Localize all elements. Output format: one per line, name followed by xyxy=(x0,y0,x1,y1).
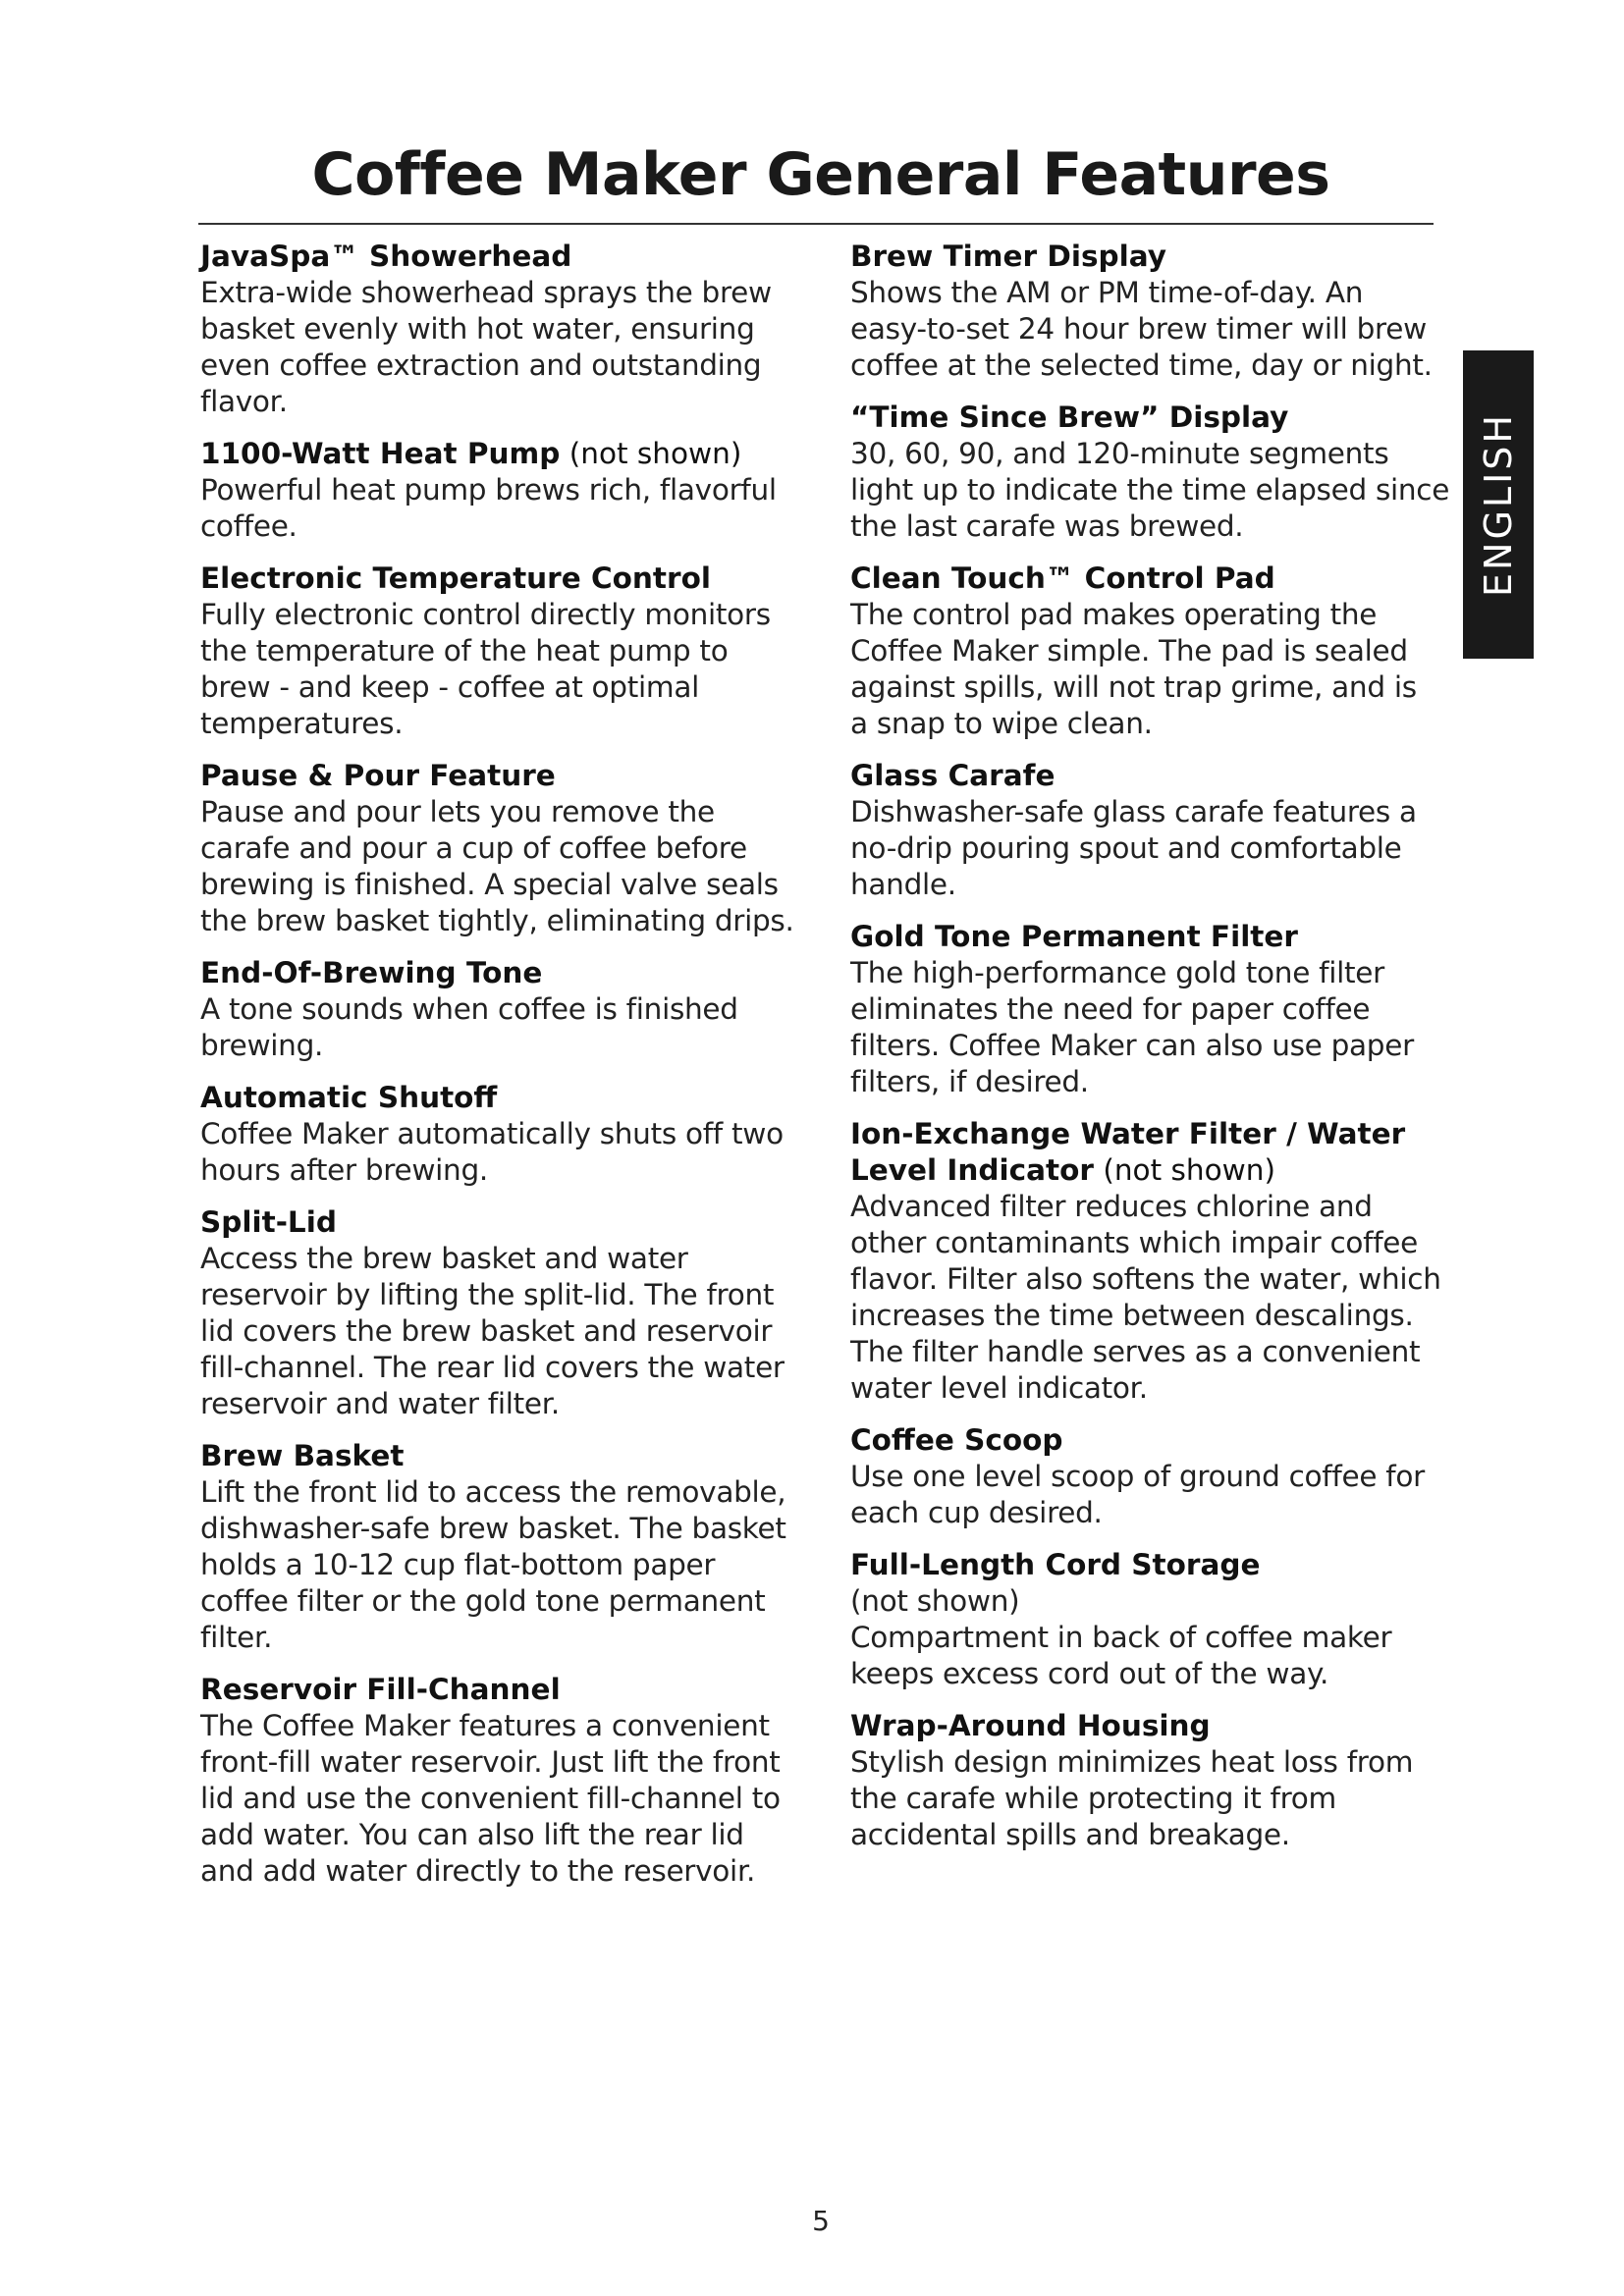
feature-section xyxy=(200,758,794,939)
feature-description-line: light up to indicate the time elapsed since xyxy=(850,473,1450,507)
feature-heading-text: Full-Length Cord Storage xyxy=(850,1548,1261,1581)
feature-description xyxy=(200,1116,789,1189)
feature-description-line: Extra-wide showerhead sprays the brew xyxy=(200,276,772,309)
feature-description-line: brewing. xyxy=(200,1029,324,1062)
feature-description-line: A tone sounds when coffee is finished xyxy=(200,992,738,1026)
feature-description-line: keeps excess cord out of the way. xyxy=(850,1657,1329,1690)
feature-description-line: lid and use the convenient fill-channel to xyxy=(200,1782,781,1815)
feature-description-line: easy-to-set 24 hour brew timer will brew xyxy=(850,312,1427,346)
feature-section xyxy=(200,561,789,742)
feature-description-line: the brew basket tightly, eliminating drips. xyxy=(200,904,794,937)
feature-description-line: against spills, will not trap grime, and is xyxy=(850,670,1417,704)
feature-description-line: a snap to wipe clean. xyxy=(850,707,1153,740)
feature-heading-text: Automatic Shutoff xyxy=(200,1081,498,1114)
feature-description-line: no-drip pouring spout and comfortable xyxy=(850,831,1402,865)
feature-note: (not shown) xyxy=(1093,1153,1275,1187)
feature-description-line: filters, if desired. xyxy=(850,1065,1089,1098)
feature-description-line: add water. You can also lift the rear lid xyxy=(200,1818,744,1851)
feature-description xyxy=(850,794,1439,903)
feature-heading-text: 1100-Watt Heat Pump xyxy=(200,437,561,470)
feature-section xyxy=(200,239,789,420)
feature-description-line: Advanced filter reduces chlorine and xyxy=(850,1190,1373,1223)
feature-section xyxy=(200,1438,789,1656)
feature-description-line: Dishwasher-safe glass carafe features a xyxy=(850,795,1417,828)
feature-heading-text: Reservoir Fill-Channel xyxy=(200,1673,561,1706)
feature-section xyxy=(850,919,1439,1100)
feature-description-line: the carafe while protecting it from xyxy=(850,1782,1336,1815)
page-title: Coffee Maker General Features xyxy=(311,140,1330,209)
feature-heading xyxy=(850,1547,1439,1583)
feature-description-line: even coffee extraction and outstanding xyxy=(200,348,762,382)
feature-description-line: Coffee Maker automatically shuts off two xyxy=(200,1117,784,1150)
feature-description xyxy=(850,1459,1439,1531)
feature-heading xyxy=(200,1204,789,1241)
feature-description-line: other contaminants which impair coffee xyxy=(850,1226,1418,1259)
feature-description-line: each cup desired. xyxy=(850,1496,1103,1529)
feature-description-line: front-fill water reservoir. Just lift the front xyxy=(200,1745,781,1779)
feature-description-line: Stylish design minimizes heat loss from xyxy=(850,1745,1414,1779)
feature-heading xyxy=(200,955,789,991)
feature-heading-text: Electronic Temperature Control xyxy=(200,561,711,595)
feature-description-line: the temperature of the heat pump to xyxy=(200,634,729,667)
feature-heading xyxy=(850,919,1439,955)
feature-description-line: holds a 10-12 cup flat-bottom paper xyxy=(200,1548,716,1581)
feature-section xyxy=(200,955,789,1064)
feature-heading xyxy=(850,561,1439,597)
feature-heading-text: Brew Basket xyxy=(200,1439,405,1472)
feature-description-line: water level indicator. xyxy=(850,1371,1148,1405)
feature-section xyxy=(850,1708,1439,1853)
left-column xyxy=(200,239,794,1905)
feature-description-line: flavor. xyxy=(200,385,288,418)
feature-section xyxy=(850,1116,1439,1407)
feature-description xyxy=(850,1189,1439,1407)
feature-description-line: coffee. xyxy=(200,509,298,543)
feature-description-line: filters. Coffee Maker can also use paper xyxy=(850,1029,1414,1062)
feature-heading-text: JavaSpa™ Showerhead xyxy=(200,240,572,273)
feature-description-line: fill-channel. The rear lid covers the water xyxy=(200,1351,785,1384)
feature-description-line: carafe and pour a cup of coffee before xyxy=(200,831,747,865)
feature-heading xyxy=(850,1422,1439,1459)
feature-description xyxy=(200,794,794,939)
feature-heading xyxy=(850,1708,1439,1744)
feature-description-line: eliminates the need for paper coffee xyxy=(850,992,1371,1026)
feature-section xyxy=(850,1422,1439,1531)
feature-description-line: 30, 60, 90, and 120-minute segments xyxy=(850,437,1389,470)
feature-description-line: Compartment in back of coffee maker xyxy=(850,1621,1392,1654)
feature-description xyxy=(200,597,789,742)
feature-heading-text: Glass Carafe xyxy=(850,759,1056,792)
feature-section xyxy=(200,1672,789,1890)
feature-description-line: coffee filter or the gold tone permanent xyxy=(200,1584,766,1618)
feature-description-line: reservoir and water filter. xyxy=(200,1387,560,1420)
feature-description-line: Pause and pour lets you remove the xyxy=(200,795,715,828)
feature-heading-text: Wrap-Around Housing xyxy=(850,1709,1211,1742)
feature-heading xyxy=(850,400,1439,436)
feature-description-line: lid covers the brew basket and reservoir xyxy=(200,1314,773,1348)
feature-heading xyxy=(200,239,789,275)
feature-description-line: reservoir by lifting the split-lid. The front xyxy=(200,1278,775,1311)
feature-description-line: Shows the AM or PM time-of-day. An xyxy=(850,276,1364,309)
feature-heading xyxy=(200,436,789,472)
feature-heading-text: Coffee Scoop xyxy=(850,1423,1063,1457)
feature-heading xyxy=(200,758,789,794)
feature-section xyxy=(200,1204,789,1422)
language-tab-label: ENGLISH xyxy=(1477,412,1520,597)
feature-description xyxy=(200,275,789,420)
feature-description-line: The control pad makes operating the xyxy=(850,598,1378,631)
feature-description-line: The high-performance gold tone filter xyxy=(850,956,1384,989)
feature-description-line: increases the time between descalings. xyxy=(850,1299,1414,1332)
feature-description-line: and add water directly to the reservoir. xyxy=(200,1854,756,1888)
feature-description xyxy=(200,991,789,1064)
feature-description xyxy=(200,1708,789,1890)
feature-heading xyxy=(850,758,1439,794)
feature-description xyxy=(850,597,1439,742)
right-column xyxy=(850,239,1450,1869)
feature-description-line: brewing is finished. A special valve seals xyxy=(200,868,779,901)
feature-section xyxy=(850,758,1439,903)
feature-description xyxy=(850,1583,1439,1692)
feature-description xyxy=(200,1474,789,1656)
feature-section xyxy=(200,436,789,545)
feature-description-line: The Coffee Maker features a convenient xyxy=(200,1709,770,1742)
feature-description xyxy=(850,1744,1439,1853)
feature-heading xyxy=(200,1080,789,1116)
feature-description xyxy=(200,1241,789,1422)
feature-description-line: filter. xyxy=(200,1621,273,1654)
feature-description xyxy=(850,955,1439,1100)
feature-description-line: dishwasher-safe brew basket. The basket xyxy=(200,1512,786,1545)
feature-description-line: The filter handle serves as a convenient xyxy=(850,1335,1421,1368)
feature-description-line: Fully electronic control directly monitors xyxy=(200,598,771,631)
feature-heading-text: End-Of-Brewing Tone xyxy=(200,956,543,989)
feature-description-line: Coffee Maker simple. The pad is sealed xyxy=(850,634,1408,667)
feature-description-line: Access the brew basket and water xyxy=(200,1242,688,1275)
feature-heading xyxy=(850,239,1439,275)
feature-description-line: basket evenly with hot water, ensuring xyxy=(200,312,755,346)
feature-description-line: Powerful heat pump brews rich, flavorful xyxy=(200,473,777,507)
feature-description-line: coffee at the selected time, day or night. xyxy=(850,348,1433,382)
feature-section xyxy=(850,1547,1439,1692)
feature-section xyxy=(200,1080,789,1189)
feature-description-line: Use one level scoop of ground coffee for xyxy=(850,1460,1425,1493)
feature-section xyxy=(850,239,1439,384)
feature-note: (not shown) xyxy=(560,437,742,470)
feature-heading-text: Brew Timer Display xyxy=(850,240,1166,273)
feature-description-line: handle. xyxy=(850,868,956,901)
feature-description-line: brew - and keep - coffee at optimal xyxy=(200,670,699,704)
feature-heading xyxy=(200,1438,789,1474)
feature-heading-text: “Time Since Brew” Display xyxy=(850,400,1289,434)
feature-heading xyxy=(200,1672,789,1708)
feature-heading xyxy=(850,1116,1439,1189)
feature-description-line: Lift the front lid to access the removable, xyxy=(200,1475,786,1509)
feature-heading-text: Clean Touch™ Control Pad xyxy=(850,561,1275,595)
feature-description xyxy=(850,436,1450,545)
feature-heading-text: Pause & Pour Feature xyxy=(200,759,556,792)
feature-description xyxy=(200,472,789,545)
feature-description-line: flavor. Filter also softens the water, which xyxy=(850,1262,1441,1296)
language-tab xyxy=(1463,350,1534,659)
title-rule xyxy=(198,223,1434,225)
feature-description xyxy=(850,275,1439,384)
feature-heading-text: Ion-Exchange Water Filter / Water Level Indicator xyxy=(850,1117,1406,1187)
feature-description-line: (not shown) xyxy=(850,1584,1020,1618)
feature-section xyxy=(850,561,1439,742)
feature-description-line: the last carafe was brewed. xyxy=(850,509,1244,543)
feature-description-line: temperatures. xyxy=(200,707,404,740)
page-number: 5 xyxy=(812,2205,830,2237)
feature-section xyxy=(850,400,1450,545)
feature-heading-text: Gold Tone Permanent Filter xyxy=(850,920,1298,953)
feature-heading xyxy=(200,561,789,597)
feature-heading-text: Split-Lid xyxy=(200,1205,337,1239)
feature-description-line: accidental spills and breakage. xyxy=(850,1818,1290,1851)
feature-description-line: hours after brewing. xyxy=(200,1153,488,1187)
